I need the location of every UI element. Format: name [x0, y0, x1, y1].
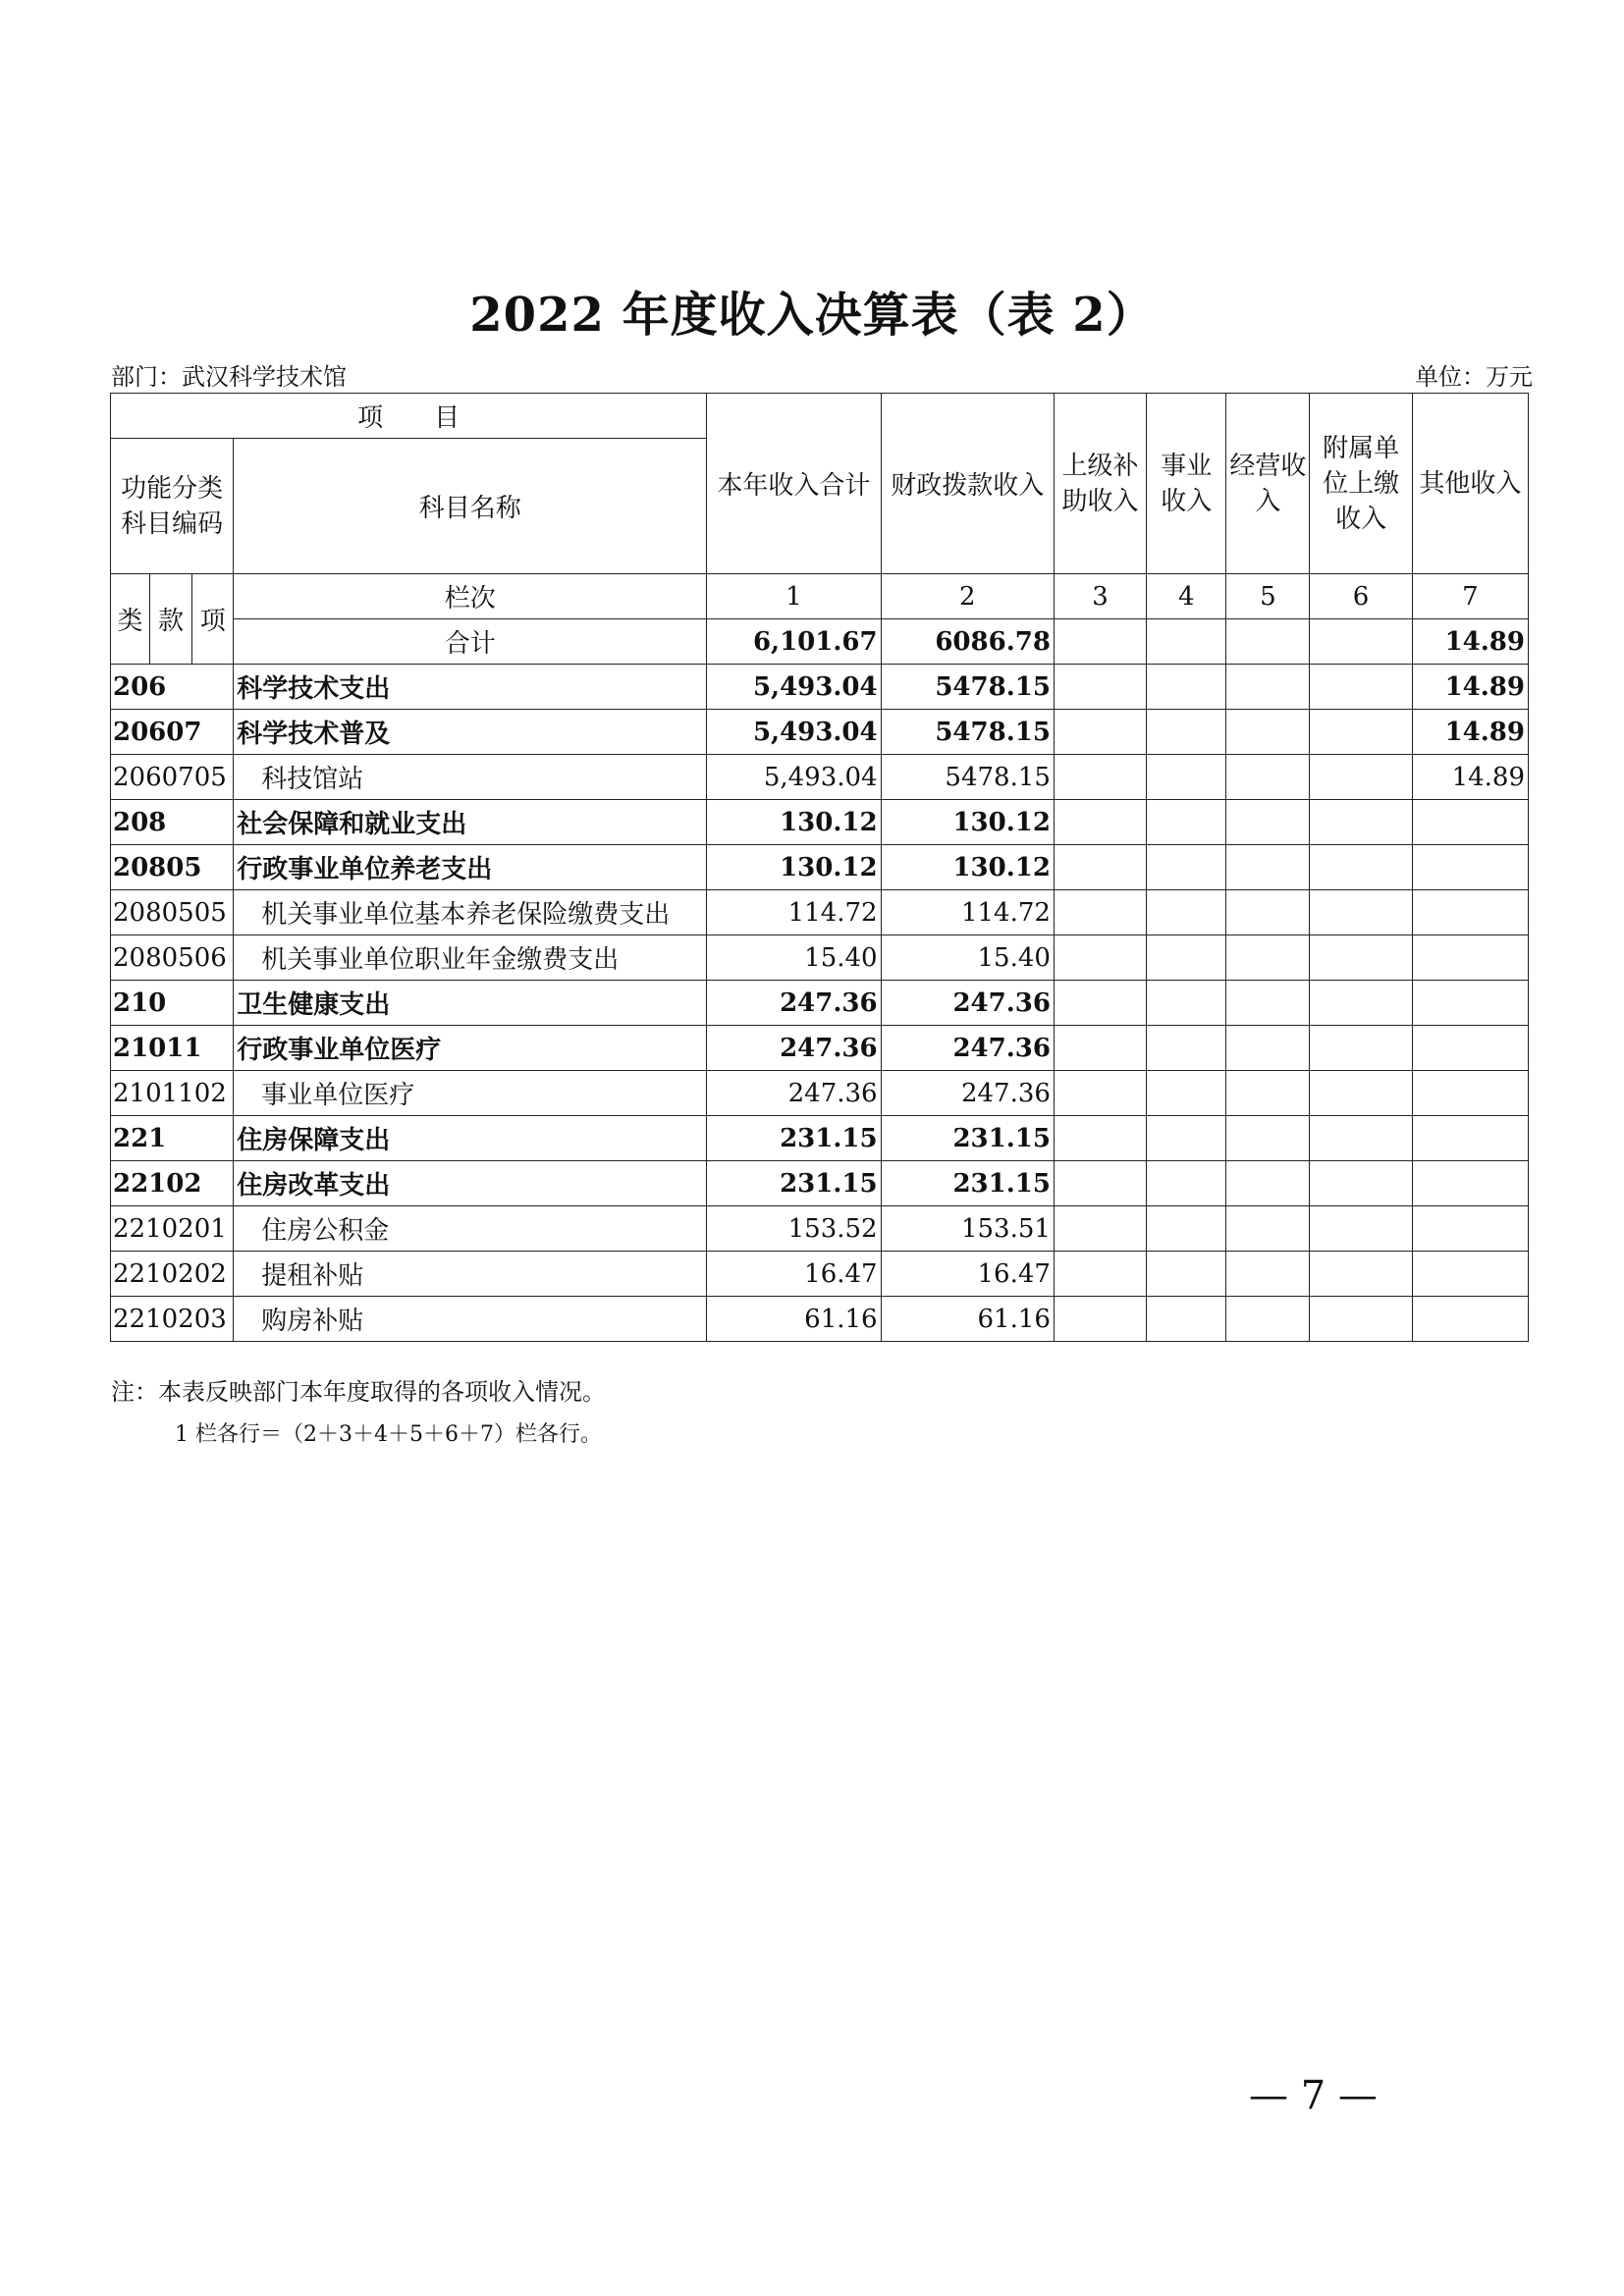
total-label: 合计 [234, 619, 707, 665]
total-cell: 130.12 [707, 800, 881, 845]
total-cell: 247.36 [707, 1071, 881, 1116]
table-row [111, 845, 1529, 890]
header-col-upper: 上级补助收入 [1054, 394, 1146, 574]
fiscal-cell: 6086.78 [881, 619, 1054, 665]
fiscal-cell: 61.16 [881, 1297, 1054, 1342]
code-cell: 2210202 [111, 1252, 234, 1297]
col-num: 3 [1054, 574, 1146, 619]
fiscal-cell: 15.40 [881, 935, 1054, 981]
fiscal-cell: 231.15 [881, 1161, 1054, 1206]
header-xiang: 项 [192, 574, 234, 665]
total-cell: 5,493.04 [707, 665, 881, 710]
fiscal-cell: 5478.15 [881, 665, 1054, 710]
other-cell [1412, 1116, 1528, 1161]
other-cell [1412, 845, 1528, 890]
total-cell: 130.12 [707, 845, 881, 890]
subject-name-cell: 住房改革支出 [234, 1161, 707, 1206]
other-cell [1412, 935, 1528, 981]
fiscal-cell: 247.36 [881, 1071, 1054, 1116]
subject-name-cell: 购房补贴 [234, 1297, 707, 1342]
total-row [111, 619, 1529, 665]
subject-name-cell: 机关事业单位基本养老保险缴费支出 [234, 890, 707, 935]
table-row [111, 981, 1529, 1026]
page-title: 2022 年度收入决算表（表 2） [469, 288, 1155, 343]
col-num: 5 [1226, 574, 1310, 619]
subject-name-cell: 机关事业单位职业年金缴费支出 [234, 935, 707, 981]
code-cell: 22102 [111, 1161, 234, 1206]
fiscal-cell: 114.72 [881, 890, 1054, 935]
header-lanci: 栏次 [234, 574, 707, 619]
income-table [110, 393, 1529, 1342]
total-cell: 247.36 [707, 1026, 881, 1071]
subject-name-cell: 住房公积金 [234, 1206, 707, 1252]
code-cell: 20805 [111, 845, 234, 890]
total-cell: 114.72 [707, 890, 881, 935]
code-cell: 2210203 [111, 1297, 234, 1342]
fiscal-cell: 153.51 [881, 1206, 1054, 1252]
total-cell: 6,101.67 [707, 619, 881, 665]
table-row [111, 1116, 1529, 1161]
table-row [111, 1161, 1529, 1206]
table-row [111, 1071, 1529, 1116]
code-cell: 210 [111, 981, 234, 1026]
fiscal-cell: 130.12 [881, 800, 1054, 845]
other-cell [1412, 1206, 1528, 1252]
table-row [111, 1297, 1529, 1342]
code-cell: 2060705 [111, 755, 234, 800]
fiscal-cell: 231.15 [881, 1116, 1054, 1161]
other-cell: 14.89 [1412, 665, 1528, 710]
header-col-fiscal: 财政拨款收入 [881, 394, 1054, 574]
table-row [111, 665, 1529, 710]
table-row [111, 935, 1529, 981]
code-cell: 20607 [111, 710, 234, 755]
col-num: 7 [1412, 574, 1528, 619]
total-cell: 231.15 [707, 1161, 881, 1206]
fiscal-cell: 130.12 [881, 845, 1054, 890]
other-cell [1412, 1161, 1528, 1206]
total-cell: 15.40 [707, 935, 881, 981]
header-col-total: 本年收入合计 [707, 394, 881, 574]
subject-name-cell: 住房保障支出 [234, 1116, 707, 1161]
unit-label: 单位：万元 [1415, 363, 1533, 391]
subject-name-cell: 科技馆站 [234, 755, 707, 800]
total-cell: 231.15 [707, 1116, 881, 1161]
code-cell: 221 [111, 1116, 234, 1161]
other-cell [1412, 981, 1528, 1026]
table-row [111, 710, 1529, 755]
header-subject-name: 科目名称 [234, 439, 707, 574]
header-col-business: 事业收入 [1147, 394, 1226, 574]
note-line-2: 1 栏各行＝（2＋3＋4＋5＋6＋7）栏各行。 [175, 1422, 602, 1447]
other-cell [1412, 1252, 1528, 1297]
code-cell: 2210201 [111, 1206, 234, 1252]
subject-name-cell: 科学技术支出 [234, 665, 707, 710]
total-cell: 247.36 [707, 981, 881, 1026]
total-cell: 5,493.04 [707, 755, 881, 800]
header-item: 项 目 [111, 394, 707, 439]
header-col-operating: 经营收入 [1226, 394, 1310, 574]
code-cell: 2080506 [111, 935, 234, 981]
subject-name-cell: 行政事业单位养老支出 [234, 845, 707, 890]
other-cell [1412, 1071, 1528, 1116]
fiscal-cell: 16.47 [881, 1252, 1054, 1297]
other-cell [1412, 1297, 1528, 1342]
other-cell [1412, 890, 1528, 935]
fiscal-cell: 247.36 [881, 981, 1054, 1026]
subject-name-cell: 事业单位医疗 [234, 1071, 707, 1116]
table-row [111, 890, 1529, 935]
subject-name-cell: 提租补贴 [234, 1252, 707, 1297]
total-cell: 61.16 [707, 1297, 881, 1342]
table-row [111, 755, 1529, 800]
table-row [111, 1206, 1529, 1252]
other-cell [1412, 1026, 1528, 1071]
other-cell: 14.89 [1412, 755, 1528, 800]
page-number: — 7 — [1249, 2073, 1378, 2118]
col-num: 6 [1310, 574, 1412, 619]
fiscal-cell: 247.36 [881, 1026, 1054, 1071]
total-cell: 153.52 [707, 1206, 881, 1252]
code-cell: 21011 [111, 1026, 234, 1071]
other-cell: 14.89 [1412, 710, 1528, 755]
note-line-1: 注：本表反映部门本年度取得的各项收入情况。 [111, 1378, 606, 1406]
department-label: 部门：武汉科学技术馆 [111, 363, 347, 391]
subject-name-cell: 行政事业单位医疗 [234, 1026, 707, 1071]
subject-name-cell: 科学技术普及 [234, 710, 707, 755]
code-cell: 208 [111, 800, 234, 845]
fiscal-cell: 5478.15 [881, 755, 1054, 800]
header-lei: 类 [111, 574, 150, 665]
subject-name-cell: 卫生健康支出 [234, 981, 707, 1026]
header-col-affiliated: 附属单位上缴收入 [1310, 394, 1412, 574]
header-kuan: 款 [150, 574, 192, 665]
table-row [111, 800, 1529, 845]
total-cell: 5,493.04 [707, 710, 881, 755]
other-cell [1412, 800, 1528, 845]
table-row [111, 1026, 1529, 1071]
total-cell: 16.47 [707, 1252, 881, 1297]
code-cell: 2101102 [111, 1071, 234, 1116]
subject-name-cell: 社会保障和就业支出 [234, 800, 707, 845]
other-cell: 14.89 [1412, 619, 1528, 665]
code-cell: 206 [111, 665, 234, 710]
table-row [111, 1252, 1529, 1297]
col-num: 1 [707, 574, 881, 619]
header-col-other: 其他收入 [1412, 394, 1528, 574]
fiscal-cell: 5478.15 [881, 710, 1054, 755]
col-num: 2 [881, 574, 1054, 619]
header-func-code: 功能分类科目编码 [111, 439, 234, 574]
col-num: 4 [1147, 574, 1226, 619]
code-cell: 2080505 [111, 890, 234, 935]
